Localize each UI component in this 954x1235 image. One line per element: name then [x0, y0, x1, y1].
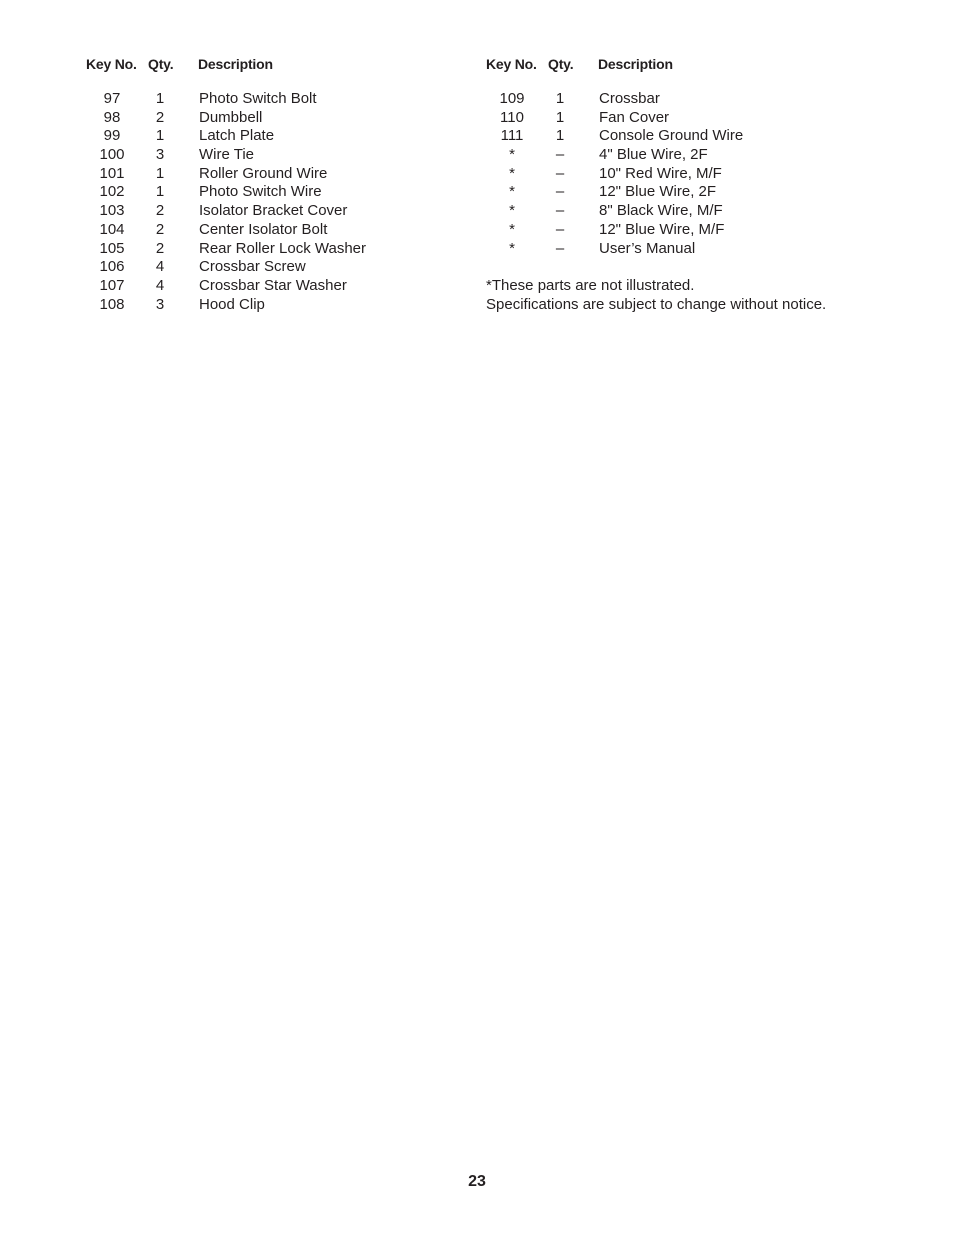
part-description: 12" Blue Wire, M/F [599, 220, 725, 238]
part-key: 103 [99, 202, 125, 220]
parts-list-right [486, 54, 906, 315]
part-row [86, 240, 466, 259]
part-row [486, 183, 906, 202]
part-description: Isolator Bracket Cover [199, 202, 348, 220]
part-qty: 2 [155, 108, 165, 126]
parts-list-header [86, 54, 466, 74]
part-key: * [509, 183, 515, 201]
part-description: 12" Blue Wire, 2F [599, 183, 717, 201]
part-qty: 1 [555, 90, 565, 107]
not-illustrated-note: *These parts are not illustrated. [486, 277, 695, 295]
part-row [86, 221, 466, 240]
part-row [486, 240, 906, 259]
part-key: 106 [99, 258, 125, 276]
part-description: Wire Tie [199, 146, 255, 164]
qty-header: Qty. [548, 56, 574, 72]
part-qty: 1 [555, 108, 565, 126]
part-description: User’s Manual [599, 239, 696, 257]
part-description: Crossbar [599, 90, 660, 107]
parts-notes [486, 277, 906, 314]
part-description: 10" Red Wire, M/F [599, 164, 722, 182]
part-key: * [509, 164, 515, 182]
part-description: Latch Plate [199, 127, 275, 145]
part-row [86, 258, 466, 277]
part-description: Photo Switch Bolt [199, 90, 317, 107]
parts-list-header [486, 54, 906, 74]
part-qty: 1 [155, 127, 165, 145]
part-key: 101 [99, 164, 125, 182]
part-qty: 3 [155, 295, 165, 313]
part-row [86, 90, 466, 109]
part-qty: 1 [555, 127, 565, 145]
part-key: * [509, 239, 515, 257]
part-qty: – [555, 202, 565, 220]
part-key: 97 [103, 90, 121, 107]
part-description: Center Isolator Bolt [199, 220, 328, 238]
part-key: 99 [103, 127, 121, 145]
page-number: 23 [468, 1173, 486, 1190]
part-qty: – [555, 146, 565, 164]
part-row [86, 296, 466, 315]
description-header: Description [598, 56, 673, 72]
description-header: Description [198, 56, 273, 72]
part-key: 109 [499, 90, 525, 107]
qty-header: Qty. [148, 56, 174, 72]
part-key: 107 [99, 276, 125, 294]
part-description: 4" Blue Wire, 2F [599, 146, 708, 164]
part-row [486, 127, 906, 146]
part-row [486, 90, 906, 109]
part-row [486, 146, 906, 165]
part-key: 102 [99, 183, 125, 201]
part-description: Console Ground Wire [599, 127, 744, 145]
part-key: 100 [99, 146, 125, 164]
part-row [486, 165, 906, 184]
part-key: 111 [500, 127, 524, 145]
part-row [486, 202, 906, 221]
part-row [86, 277, 466, 296]
part-row [486, 221, 906, 240]
part-key: 98 [103, 108, 121, 126]
part-key: * [509, 220, 515, 238]
part-row [86, 202, 466, 221]
part-qty: 1 [155, 183, 165, 201]
part-qty: 3 [155, 146, 165, 164]
part-row [86, 165, 466, 184]
part-description: Rear Roller Lock Washer [199, 239, 366, 257]
part-key: * [509, 202, 515, 220]
part-key: 110 [500, 108, 524, 126]
part-qty: 1 [155, 164, 165, 182]
part-description: Photo Switch Wire [199, 183, 322, 201]
part-description: Dumbbell [199, 108, 263, 126]
part-qty: – [555, 239, 565, 257]
part-description: Crossbar Screw [199, 258, 306, 276]
part-qty: – [555, 220, 565, 238]
key-no-header: Key No. [86, 56, 137, 72]
part-key: 104 [99, 220, 125, 238]
part-qty: 2 [155, 239, 165, 257]
part-row [86, 183, 466, 202]
part-row [86, 127, 466, 146]
part-description: Hood Clip [199, 295, 265, 313]
part-row [486, 109, 906, 128]
part-description: Crossbar Star Washer [199, 276, 347, 294]
part-key: * [509, 146, 515, 164]
part-qty: 2 [155, 220, 165, 238]
part-qty: 4 [155, 258, 165, 276]
parts-rows [86, 90, 466, 314]
part-description: 8" Black Wire, M/F [599, 202, 723, 220]
specifications-note: Specifications are subject to change without notice. [486, 295, 827, 313]
part-description: Fan Cover [599, 108, 670, 126]
part-row [86, 146, 466, 165]
part-qty: 4 [155, 276, 165, 294]
part-key: 105 [99, 239, 125, 257]
part-row [86, 109, 466, 128]
part-description: Roller Ground Wire [199, 164, 328, 182]
parts-list-left [86, 54, 466, 314]
part-key: 108 [99, 295, 125, 313]
key-no-header: Key No. [486, 56, 537, 72]
parts-rows [486, 90, 906, 258]
part-qty: 1 [155, 90, 165, 107]
part-qty: – [555, 164, 565, 182]
part-qty: – [555, 183, 565, 201]
part-qty: 2 [155, 202, 165, 220]
